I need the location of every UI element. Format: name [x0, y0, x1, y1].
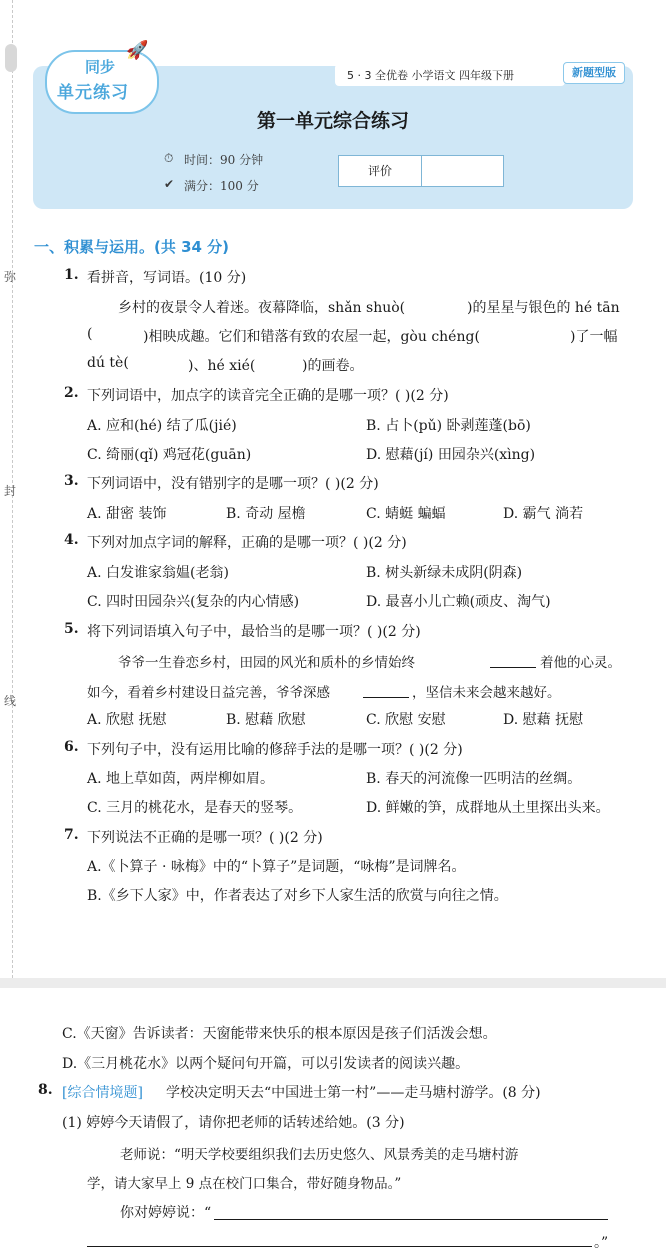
- q8-answer-line1[interactable]: [214, 1219, 608, 1220]
- q5-stem: 将下列词语填入句子中，最恰当的是哪一项？( )(2 分): [87, 624, 421, 640]
- score-info: 满分：100 分: [184, 179, 259, 193]
- binding-hole: [5, 44, 17, 72]
- q7-option-c: C.《天窗》告诉读者：天窗能带来快乐的根本原因是孩子们活泼会想。: [62, 1026, 497, 1042]
- badge-line1: 同步: [85, 58, 116, 76]
- rocket-icon: 🚀: [126, 40, 149, 61]
- evaluation-box: [338, 155, 504, 187]
- q8-answer-end: 。”: [594, 1235, 609, 1251]
- q5-option-d: D. 慰藉 抚慰: [503, 712, 584, 728]
- q1-number: 1.: [64, 267, 79, 283]
- badge-line2: 单元练习: [57, 83, 129, 103]
- q3-stem: 下列词语中，没有错别字的是哪一项？( )(2 分): [87, 476, 379, 492]
- q3-option-b: B. 奇动 屋檐: [226, 506, 306, 522]
- q7-stem: 下列说法不正确的是哪一项？( )(2 分): [87, 830, 323, 846]
- series-text: 5 · 3 全优卷 小学语文 四年级下册: [347, 69, 514, 82]
- q2-number: 2.: [64, 385, 79, 401]
- new-edition-tag: 新题型版: [563, 62, 625, 84]
- q4-number: 4.: [64, 532, 79, 548]
- q6-option-b: B. 春天的河流像一匹明洁的丝绸。: [366, 771, 582, 787]
- q1-line3b: )、hé xié(: [188, 358, 256, 374]
- evaluation-label: 评价: [339, 156, 422, 186]
- q5-option-b: B. 慰藉 欣慰: [226, 712, 306, 728]
- q6-stem: 下列句子中，没有运用比喻的修辞手法的是哪一项？( )(2 分): [87, 742, 463, 758]
- q7-number: 7.: [64, 827, 79, 843]
- q1-line1b: )的星星与银色的 hé tān: [467, 300, 620, 316]
- q5-line1b: 着他的心灵。: [540, 655, 621, 671]
- q1-stem: 看拼音，写词语。(10 分): [87, 270, 247, 286]
- q5-line2a: 如今，看着乡村建设日益完善，爷爷深感: [87, 685, 330, 701]
- q4-option-c: C. 四时田园杂兴(复杂的内心情感): [87, 594, 300, 610]
- q8-stem: 学校决定明天去“中国进士第一村”——走马塘村游学。(8 分): [166, 1085, 541, 1101]
- page-two: [0, 988, 666, 1254]
- check-icon: ✔: [164, 177, 175, 191]
- q1-line3a: dú tè(: [87, 355, 129, 371]
- q3-number: 3.: [64, 473, 79, 489]
- series-bar: [335, 64, 565, 86]
- q8-answer-prefix: 你对婷婷说：“: [120, 1205, 212, 1221]
- q2-option-d: D. 慰藉(jí) 田园杂兴(xìng): [366, 447, 536, 463]
- q6-number: 6.: [64, 739, 79, 755]
- q7-option-d: D.《三月桃花水》以两个疑问句开篇，可以引发读者的阅读兴趣。: [62, 1056, 470, 1072]
- page-gap: [0, 978, 666, 988]
- q7-option-b: B.《乡下人家》中，作者表达了对乡下人家生活的欣赏与向往之情。: [87, 888, 508, 904]
- q4-option-d: D. 最喜小儿亡赖(顽皮、淘气): [366, 594, 551, 610]
- q3-option-d: D. 霸气 淌若: [503, 506, 584, 522]
- margin-char-c: 线: [4, 694, 17, 708]
- q5-blank2: [363, 697, 409, 698]
- q4-option-b: B. 树头新绿未成阴(阴森): [366, 565, 523, 581]
- q2-option-c: C. 绮丽(qǐ) 鸡冠花(guān): [87, 447, 252, 463]
- q1-line2b: )相映成趣。它们和错落有致的农屋一起，gòu chéng(: [143, 329, 480, 345]
- q4-option-a: A. 白发谁家翁媪(老翁): [87, 565, 229, 581]
- q7-option-a: A.《卜算子 · 咏梅》中的“卜算子”是词题，“咏梅”是词牌名。: [87, 859, 466, 875]
- q8-sub1: (1) 婷婷今天请假了，请你把老师的话转述给她。(3 分): [62, 1115, 405, 1131]
- q2-option-b: B. 占卜(pǔ) 卧剥莲蓬(bō): [366, 418, 531, 434]
- q8-answer-line2[interactable]: [87, 1246, 592, 1247]
- q8-quote-line1: 老师说：“明天学校要组织我们去历史悠久、风景秀美的走马塘村游: [120, 1147, 519, 1163]
- q5-option-a: A. 欣慰 抚慰: [87, 712, 167, 728]
- section-heading: 一、积累与运用。(共 34 分): [34, 238, 230, 256]
- q4-stem: 下列对加点字词的解释，正确的是哪一项？( )(2 分): [87, 535, 407, 551]
- time-info: 时间：90 分钟: [184, 153, 264, 167]
- q5-blank1: [490, 667, 536, 668]
- q6-option-a: A. 地上草如茵，两岸柳如眉。: [87, 771, 275, 787]
- q5-number: 5.: [64, 621, 79, 637]
- q1-line1a: 乡村的夜景令人着迷。夜幕降临，shǎn shuò(: [118, 300, 406, 316]
- q1-line3c: )的画卷。: [302, 358, 364, 374]
- page-title: 第一单元综合练习: [256, 110, 409, 132]
- margin-char-b: 封: [4, 484, 17, 498]
- time-icon: ⏱: [164, 151, 174, 165]
- margin-char-a: 弥: [4, 270, 17, 284]
- q3-option-c: C. 蜻蜓 蝙蝠: [366, 506, 446, 522]
- q5-option-c: C. 欣慰 安慰: [366, 712, 446, 728]
- q1-line2c: )了一幅: [570, 329, 618, 345]
- q1-line2a: (: [87, 326, 93, 342]
- q3-option-a: A. 甜密 装饰: [87, 506, 167, 522]
- q8-number: 8.: [38, 1082, 53, 1098]
- q6-option-d: D. 鲜嫩的笋，成群地从土里探出头来。: [366, 800, 610, 816]
- q2-stem: 下列词语中，加点字的读音完全正确的是哪一项？( )(2 分): [87, 388, 449, 404]
- q8-quote-line2: 学，请大家早上 9 点在校门口集合，带好随身物品。”: [87, 1176, 402, 1192]
- q5-line2b: ，坚信未来会越来越好。: [412, 685, 561, 701]
- q6-option-c: C. 三月的桃花水，是春天的竖琴。: [87, 800, 303, 816]
- q8-tag: [综合情境题]: [62, 1085, 143, 1101]
- q5-line1a: 爷爷一生眷恋乡村，田园的风光和质朴的乡情始终: [118, 655, 415, 671]
- q2-option-a: A. 应和(hé) 结了瓜(jié): [87, 418, 237, 434]
